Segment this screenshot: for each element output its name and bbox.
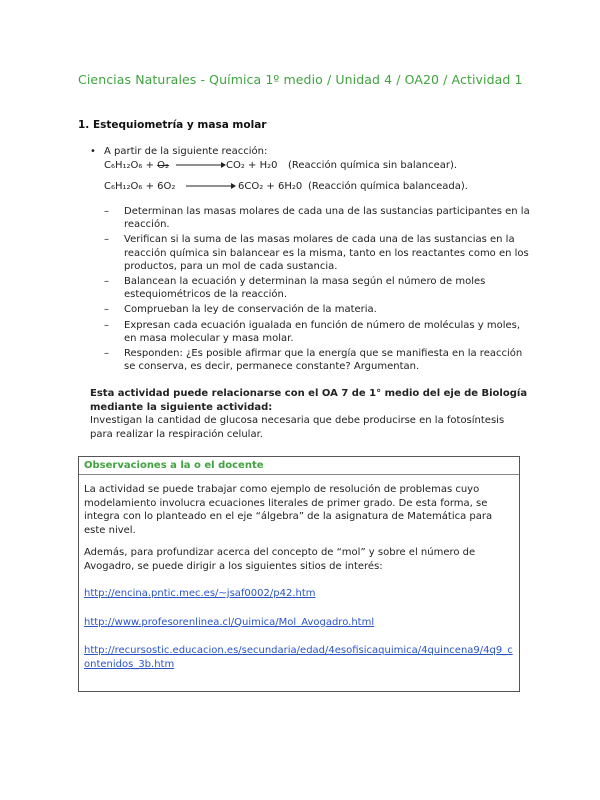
list-item: – Balancean la ecuación y determinan la masa según el número de moles estequiométricos de la reacción. <box>104 276 486 301</box>
relation-paragraph <box>90 387 530 441</box>
equation-left: C₆H₁₂O₆ + 6O₂ <box>104 181 176 192</box>
dash-icon: – <box>104 304 109 316</box>
dash-icon: – <box>104 348 109 360</box>
equation-left: C₆H₁₂O₆ + O₂ <box>104 160 170 171</box>
list-item: – Verifican si la suma de las masas molares de cada una de las sustancias en la reacción química sin balancear es la misma, tanto en los reactantes como en los productos, para un mol de cada sustancia. <box>104 234 529 272</box>
reaction-arrow-icon <box>176 160 226 173</box>
reaction-arrow-icon <box>186 181 236 194</box>
link-recursostic[interactable]: http://recursostic.educacion.es/secundaria/edad/4esofisicaquimica/4quincena9/4q9_contenidos_3b.htm <box>84 645 513 670</box>
observations-body <box>84 483 516 686</box>
bullet-icon: • <box>90 146 96 157</box>
observations-paragraph: Además, para profundizar acerca del concepto de “mol” y sobre el número de Avogadro, se puede dirigir a los siguientes sitios de interés: <box>84 547 476 572</box>
list-item: – Responden: ¿Es posible afirmar que la energía que se manifiesta en la reacción se conserva, es decir, permanece constante? Argumentan. <box>104 348 523 373</box>
section-title: 1. Estequiometría y masa molar <box>78 119 267 131</box>
equation-note: (Reacción química sin balancear). <box>288 160 458 171</box>
equation-right: CO₂ + H₂0 <box>226 160 278 171</box>
observations-header <box>79 457 519 475</box>
dash-icon: – <box>104 206 109 217</box>
breadcrumb: Ciencias Naturales - Química 1º medio / Unidad 4 / OA20 / Actividad 1 <box>78 72 523 87</box>
equation-unbalanced <box>104 160 524 176</box>
equation-right: 6CO₂ + 6H₂0 <box>238 181 303 192</box>
equation-balanced <box>104 181 524 197</box>
list-item: – Comprueban la ley de conservación de la materia. <box>104 304 377 316</box>
list-item: – Determinan las masas molares de cada una de las sustancias participantes en la reacción. <box>104 206 530 231</box>
dash-icon: – <box>104 276 109 288</box>
relation-text: Investigan la cantidad de glucosa necesaria que debe producirse en la fotosíntesis para realizar la respiración celular. <box>90 415 505 440</box>
bullet-intro-text: A partir de la siguiente reacción: <box>104 146 268 157</box>
teacher-observations-box <box>78 456 520 692</box>
dash-icon: – <box>104 319 109 331</box>
link-encina[interactable]: http://encina.pntic.mec.es/~jsaf0002/p42.htm <box>84 588 316 599</box>
equation-note: (Reacción química balanceada). <box>308 181 468 192</box>
observations-title: Observaciones a la o el docente <box>84 460 264 471</box>
steps-list <box>104 205 534 375</box>
relation-heading: Esta actividad puede relacionarse con el OA 7 de 1° medio del eje de Biología mediante la siguiente actividad: <box>90 388 528 413</box>
list-item: – Expresan cada ecuación igualada en función de número de moléculas y moles, en masa molecular y masa molar. <box>104 319 521 344</box>
struck-term: O₂ <box>157 160 170 171</box>
observations-paragraph: La actividad se puede trabajar como ejemplo de resolución de problemas cuyo modelamiento involucra ecuaciones literales de primer grado. De esta forma, se integra con lo planteado en el eje “álgebra” de la asignatura de Matemática para este nivel. <box>84 484 493 536</box>
dash-icon: – <box>104 234 109 246</box>
link-profesorenlinea[interactable]: http://www.profesorenlinea.cl/Quimica/Mol_Avogadro.html <box>84 616 375 628</box>
